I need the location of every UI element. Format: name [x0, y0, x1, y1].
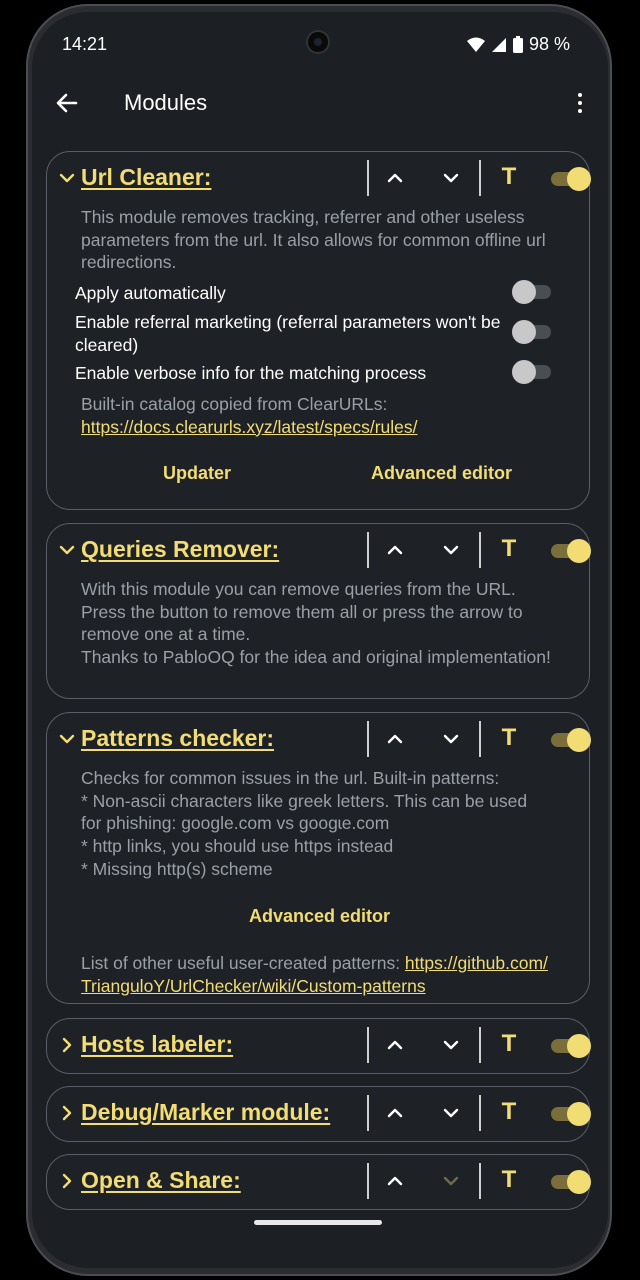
divider	[367, 532, 369, 568]
divider	[367, 1163, 369, 1199]
module-enable-toggle[interactable]	[551, 172, 587, 186]
chevron-right-icon[interactable]	[59, 1173, 75, 1189]
module-enable-toggle[interactable]	[551, 1039, 587, 1053]
move-down-icon[interactable]	[439, 727, 463, 751]
module-header[interactable]	[47, 713, 589, 765]
divider	[479, 532, 481, 568]
divider	[479, 1163, 481, 1199]
move-down-icon[interactable]	[439, 1101, 463, 1125]
move-up-icon[interactable]	[383, 727, 407, 751]
module-card-hosts-labeler	[46, 1018, 590, 1074]
module-header[interactable]	[47, 1155, 589, 1207]
updater-button[interactable]: Updater	[163, 463, 232, 483]
back-arrow-icon[interactable]	[52, 88, 82, 118]
battery-percent: 98 %	[528, 34, 570, 54]
module-description: With this module you can remove queries from the URL. Press the button to remove them all or press the arrow to remove one at a time.	[81, 579, 523, 645]
catalog-text: Built-in catalog copied from ClearURLs:	[81, 394, 388, 414]
module-title[interactable]: Queries Remover:	[81, 536, 280, 562]
divider	[367, 1095, 369, 1131]
signal-icon	[491, 37, 507, 53]
module-card-url-cleaner	[46, 151, 590, 510]
camera-cutout	[306, 30, 330, 54]
chevron-right-icon[interactable]	[59, 1105, 75, 1121]
pattern-line: * Non-ascii characters like greek letters. This can be used for phishing: google.com vs googɩe.com	[81, 790, 528, 834]
test-mode-button[interactable]: T	[501, 724, 517, 751]
battery-icon	[513, 36, 523, 53]
custom-patterns-link[interactable]: https://github.com/TrianguloY/UrlChecker/wiki/Custom-patterns	[81, 953, 548, 996]
module-header[interactable]	[47, 524, 589, 576]
screen	[32, 12, 608, 1268]
pattern-line: Checks for common issues in the url. Built-in patterns:	[81, 768, 500, 788]
test-mode-button[interactable]: T	[501, 1098, 517, 1125]
divider	[479, 1027, 481, 1063]
catalog-info	[81, 393, 551, 438]
module-title[interactable]: Open & Share:	[81, 1167, 241, 1193]
module-card-open-share	[46, 1154, 590, 1210]
pattern-line: * Missing http(s) scheme	[81, 858, 273, 879]
verbose-info-toggle[interactable]	[515, 365, 551, 379]
custom-patterns-info	[81, 952, 553, 997]
move-down-icon[interactable]	[439, 1033, 463, 1057]
test-mode-button[interactable]: T	[501, 163, 517, 190]
module-enable-toggle[interactable]	[551, 1175, 587, 1189]
module-header[interactable]	[47, 152, 589, 204]
move-up-icon[interactable]	[383, 538, 407, 562]
chevron-down-icon[interactable]	[59, 731, 75, 747]
module-card-queries-remover	[46, 523, 590, 699]
module-header[interactable]	[47, 1087, 589, 1139]
move-up-icon[interactable]	[383, 1033, 407, 1057]
status-bar	[32, 12, 608, 72]
module-card-patterns-checker	[46, 712, 590, 1004]
divider	[367, 1027, 369, 1063]
module-title[interactable]: Debug/Marker module:	[81, 1099, 331, 1125]
chevron-down-icon[interactable]	[59, 542, 75, 558]
wifi-icon	[467, 37, 485, 53]
test-mode-button[interactable]: T	[501, 1030, 517, 1057]
advanced-editor-button[interactable]: Advanced editor	[249, 906, 391, 926]
app-bar	[32, 78, 608, 128]
advanced-editor-button[interactable]: Advanced editor	[371, 463, 513, 483]
status-time: 14:21	[62, 34, 108, 54]
move-up-icon[interactable]	[383, 166, 407, 190]
test-mode-button[interactable]: T	[501, 535, 517, 562]
module-card-debug-marker	[46, 1086, 590, 1142]
option-verbose-info: Enable verbose info for the matching process	[75, 363, 427, 383]
divider	[367, 160, 369, 196]
option-referral-marketing: Enable referral marketing (referral parameters won't be cleared)	[75, 312, 501, 355]
move-up-icon[interactable]	[383, 1101, 407, 1125]
option-apply-automatically: Apply automatically	[75, 283, 226, 303]
chevron-right-icon[interactable]	[59, 1037, 75, 1053]
module-description	[81, 767, 551, 881]
move-down-icon[interactable]	[439, 538, 463, 562]
home-indicator[interactable]	[254, 1220, 382, 1225]
page-title: Modules	[124, 90, 208, 115]
module-header[interactable]	[47, 1019, 589, 1071]
move-down-icon[interactable]	[439, 166, 463, 190]
move-down-icon-disabled	[439, 1169, 463, 1193]
module-title[interactable]: Url Cleaner:	[81, 164, 212, 190]
custom-patterns-text: List of other useful user-created patterns:	[81, 953, 405, 973]
divider	[367, 721, 369, 757]
referral-marketing-toggle[interactable]	[515, 325, 551, 339]
module-title[interactable]: Hosts labeler:	[81, 1031, 234, 1057]
module-description: This module removes tracking, referrer and other useless parameters from the url. It also allows for common offline url redirections.	[81, 207, 546, 273]
module-enable-toggle[interactable]	[551, 544, 587, 558]
divider	[479, 160, 481, 196]
catalog-link[interactable]: https://docs.clearurls.xyz/latest/specs/rules/	[81, 416, 418, 437]
status-icons	[467, 34, 570, 55]
module-enable-toggle[interactable]	[551, 1107, 587, 1121]
module-title[interactable]: Patterns checker:	[81, 725, 275, 751]
pattern-line: * http links, you should use https instead	[81, 836, 394, 857]
test-mode-button[interactable]: T	[501, 1166, 517, 1193]
more-options-icon[interactable]	[576, 90, 584, 116]
module-thanks: Thanks to PabloOQ for the idea and original implementation!	[81, 647, 551, 667]
divider	[479, 721, 481, 757]
apply-automatically-toggle[interactable]	[515, 285, 551, 299]
module-enable-toggle[interactable]	[551, 733, 587, 747]
chevron-down-icon[interactable]	[59, 170, 75, 186]
move-up-icon[interactable]	[383, 1169, 407, 1193]
divider	[479, 1095, 481, 1131]
